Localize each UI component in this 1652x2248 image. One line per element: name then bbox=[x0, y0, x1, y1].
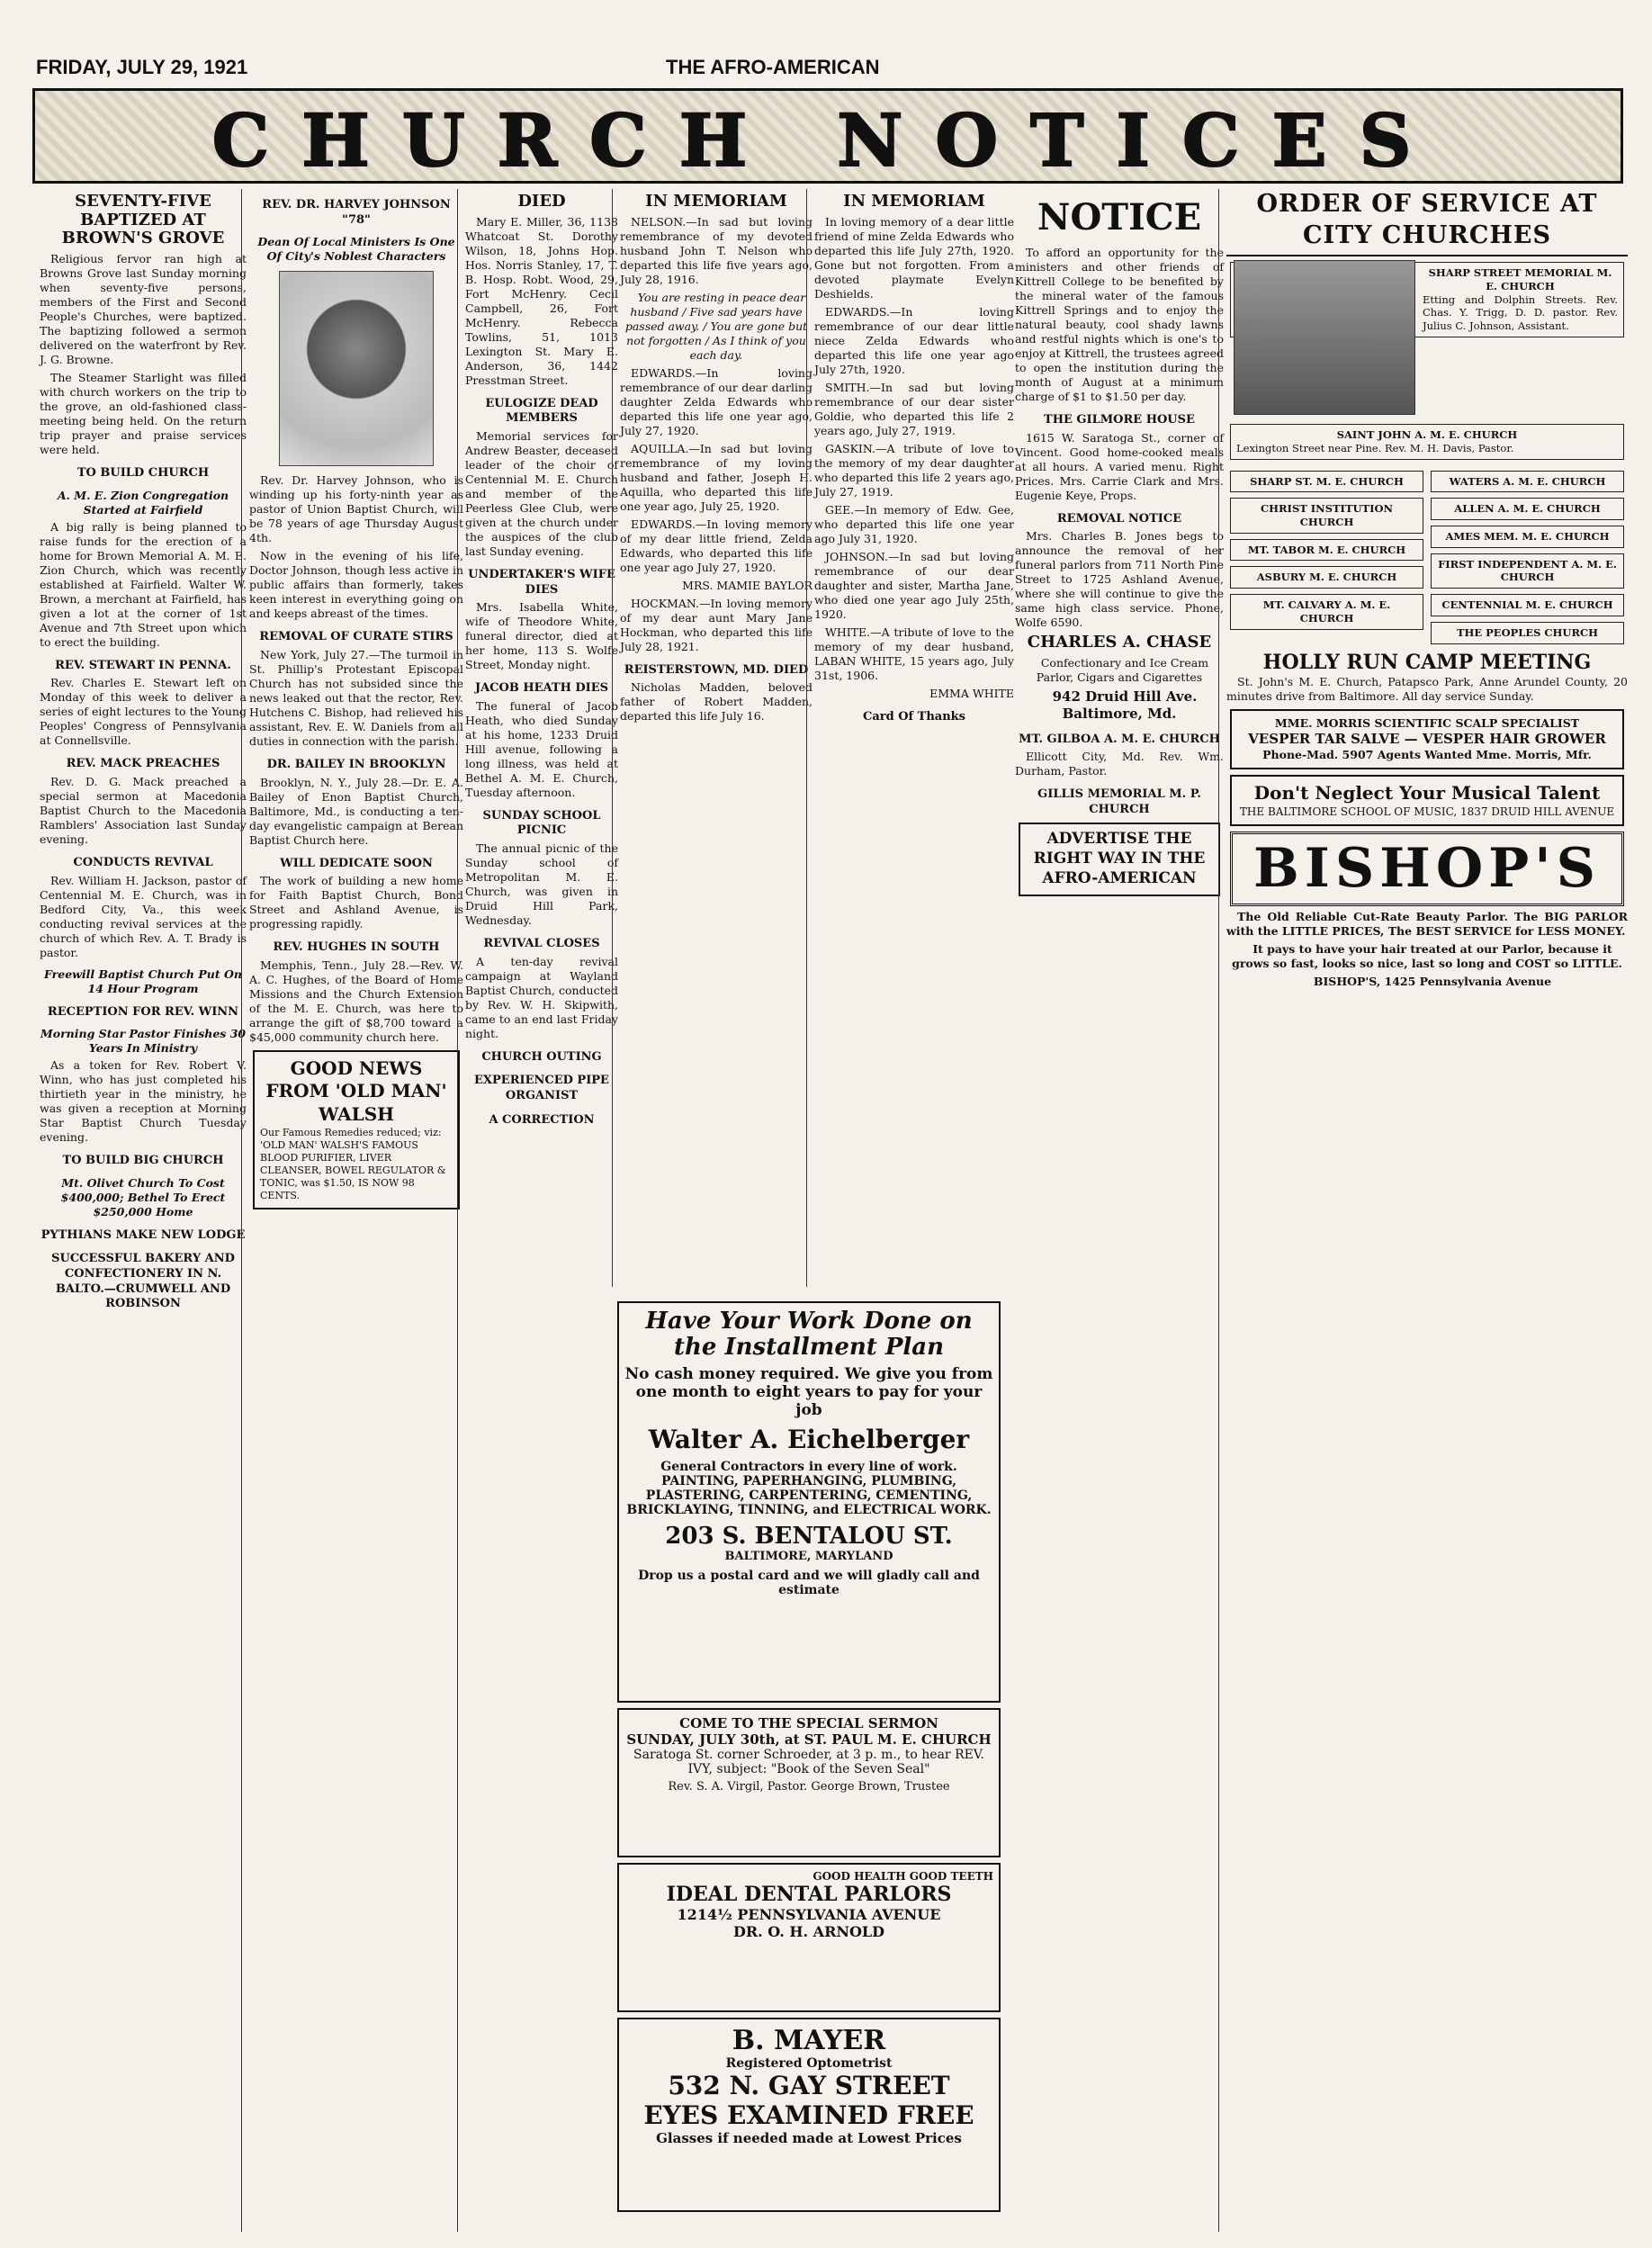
church-name: SHARP ST. M. E. CHURCH bbox=[1250, 474, 1404, 488]
church-name: MT. TABOR M. E. CHURCH bbox=[1247, 543, 1406, 556]
article-text: The work of building a new home for Faith Baptist Church, Bond Street and Ashland Avenue, is progressing rapidly. bbox=[249, 874, 463, 931]
ad-text: GOOD HEALTH GOOD TEETH bbox=[813, 1870, 993, 1883]
signature: MRS. MAMIE BAYLOR bbox=[682, 578, 813, 592]
dental-ad bbox=[617, 1863, 1001, 2012]
church-listing bbox=[1230, 539, 1423, 562]
ad-text: Our Famous Remedies reduced; viz: 'OLD MAN' WALSH'S FAMOUS BLOOD PURIFIER, LIVER CLEANSER, BOWEL REGULATOR & TONIC, was $1.50, IS NOW 98 CENTS. bbox=[260, 1126, 446, 1201]
ad-text: Rev. S. A. Virgil, Pastor. George Brown, Trustee bbox=[668, 1780, 950, 1794]
memorial: EDWARDS.—In loving remembrance of our dear darling daughter Zelda Edwards who departed this life one year ago, July 27, 1920. bbox=[620, 365, 813, 437]
article-text: New York, July 27.—The turmoil in St. Phillip's Protestant Episcopal Church has not subsided since the news leaked out that the rector, Rev. Hutchens C. Bishop, had relieved his assistant, Rev. E. W. Daniels from all duties in connection with the parish. bbox=[249, 647, 463, 748]
church-listing bbox=[1230, 471, 1423, 493]
ad-text: The Old Reliable Cut-Rate Beauty Parlor. The BIG PARLOR with the LITTLE PRICES, The BEST SERVICE for LESS MONEY. bbox=[1226, 909, 1628, 938]
headline: THE GILMORE HOUSE bbox=[1044, 413, 1195, 427]
ad-text: Registered Optometrist bbox=[725, 2056, 893, 2071]
headline: REV. MACK PREACHES bbox=[66, 757, 220, 771]
walsh-ad bbox=[253, 1050, 460, 1209]
section-banner bbox=[32, 88, 1623, 184]
memorial: GEE.—In memory of Edw. Gee, who departed this life one year ago July 31, 1920. bbox=[814, 502, 1014, 545]
headline: IN MEMORIAM bbox=[843, 192, 985, 211]
article-text: The annual picnic of the Sunday school of Metropolitan M. E. Church, was given in Druid Hill Park, Wednesday. bbox=[465, 841, 618, 928]
church-listing bbox=[1230, 566, 1423, 589]
column-1 bbox=[32, 189, 254, 2232]
article-text: Ellicott City, Md. Rev. Wm. Durham, Pastor. bbox=[1015, 750, 1224, 778]
ad-address: BISHOP'S, 1425 Pennsylvania Avenue bbox=[1313, 974, 1552, 988]
portrait-photo bbox=[279, 271, 434, 466]
banner-title: CHURCH NOTICES bbox=[211, 98, 1444, 183]
church-listing bbox=[1230, 498, 1423, 533]
article-text: Rev. Charles E. Stewart left on Monday of this week to deliver a series of eight lectures to the Young Peoples' Congress of Pennsylvania at Connellsville. bbox=[40, 676, 247, 748]
memorial: EDWARDS.—In loving memory of my dear little friend, Zelda Edwards, who departed this life one year ago July 27, 1920. bbox=[620, 517, 813, 574]
memorial: WHITE.—A tribute of love to the memory of my dear husband, LABAN WHITE, 15 years ago, July 31st, 1906. bbox=[814, 625, 1014, 682]
church-name: WATERS A. M. E. CHURCH bbox=[1449, 474, 1606, 488]
ad-text: General Contractors in every line of work. PAINTING, PAPERHANGING, PLUMBING, PLASTERING, CARPENTERING, CEMENTING, BRICKLAYING, TINNING, and ELECTRICAL WORK. bbox=[626, 1460, 992, 1518]
headline: DR. BAILEY IN BROOKLYN bbox=[266, 757, 446, 771]
headline: REVIVAL CLOSES bbox=[483, 937, 600, 951]
headline: Card Of Thanks bbox=[862, 709, 965, 724]
ad-text: Glasses if needed made at Lowest Prices bbox=[656, 2130, 962, 2146]
article-text: Brooklyn, N. Y., July 28.—Dr. E. A. Bailey of Enon Baptist Church, Baltimore, Md., is conducting a ten-day evangelistic campaign at Berean Baptist Church here. bbox=[249, 775, 463, 847]
ad-text: Phone-Mad. 5907 Agents Wanted Mme. Morris, Mfr. bbox=[1262, 747, 1592, 761]
article-text: 1615 W. Saratoga St., corner of Vincent. Good home-cooked meals at all hours. A varied menu. Right Prices. Mrs. Carrie Clark and Mrs. Eugenie Keye, Props. bbox=[1015, 430, 1224, 502]
headline: EXPERIENCED PIPE ORGANIST bbox=[474, 1074, 609, 1102]
music-ad bbox=[1230, 775, 1624, 826]
article-text: As a token for Rev. Robert V. Winn, who has just completed his thirtieth year in the ministry, he was given a reception at Morning Star Baptist Church Tuesday evening. bbox=[40, 1058, 247, 1145]
church-name: FIRST INDEPENDENT A. M. E. CHURCH bbox=[1438, 557, 1617, 584]
ad-headline: MME. MORRIS SCIENTIFIC SCALP SPECIALIST bbox=[1274, 715, 1580, 730]
memorial: HOCKMAN.—In loving memory of my dear aunt Mary Jane Hockman, who departed this life July 28, 1921. bbox=[620, 596, 813, 653]
church-listing bbox=[1431, 498, 1624, 520]
ad-text: THE BALTIMORE SCHOOL OF MUSIC, 1837 DRUID HILL AVENUE bbox=[1239, 805, 1615, 818]
column-2 bbox=[241, 189, 471, 2232]
advertise-ad: ADVERTISE THE RIGHT WAY IN THE AFRO-AMERICAN bbox=[1019, 823, 1220, 895]
bishops-logo: BISHOP'S bbox=[1230, 832, 1624, 906]
headline: REMOVAL OF CURATE STIRS bbox=[259, 630, 453, 644]
church-name: CENTENNIAL M. E. CHURCH bbox=[1441, 598, 1613, 612]
memorial: Nicholas Madden, beloved father of Robert Madden, departed this life July 16. bbox=[620, 680, 813, 724]
church-details: Lexington Street near Pine. Rev. M. H. Davis, Pastor. bbox=[1236, 441, 1514, 454]
headline: PYTHIANS MAKE NEW LODGE bbox=[40, 1227, 246, 1242]
headline: MT. GILBOA A. M. E. CHURCH bbox=[1019, 732, 1220, 746]
paper-name: THE AFRO-AMERICAN bbox=[666, 56, 880, 78]
headline: REV. HUGHES IN SOUTH bbox=[273, 940, 440, 955]
church-details: Etting and Dolphin Streets. Rev. Chas. Y. Trigg, D. D. pastor. Rev. Julius C. Johnson, Assistant. bbox=[1423, 292, 1618, 332]
subhead: Mt. Olivet Church To Cost $400,000; Bethel To Erect $250,000 Home bbox=[60, 1175, 226, 1218]
headline: EULOGIZE DEAD MEMBERS bbox=[485, 396, 598, 426]
headline: DIED bbox=[517, 192, 566, 211]
issue-date: FRIDAY, JULY 29, 1921 bbox=[36, 56, 248, 78]
notice-heading: NOTICE bbox=[1037, 196, 1202, 238]
headline: GILLIS MEMORIAL M. P. CHURCH bbox=[1037, 787, 1201, 816]
headline: REISTERSTOWN, MD. DIED bbox=[624, 662, 809, 677]
ad-headline: Don't Neglect Your Musical Talent bbox=[1253, 781, 1601, 804]
ad-text: It pays to have your hair treated at our Parlor, because it grows so fast, looks so nice, last so long and COST so LITTLE. bbox=[1232, 941, 1622, 970]
ad-text: No cash money required. We give you from one month to eight years to pay for your job bbox=[624, 1365, 993, 1420]
article-text: Rev. William H. Jackson, pastor of Centennial M. E. Church, was in Bedford City, Va., this week conducting revival services at the church of which Rev. A. T. Brady is pastor. bbox=[40, 873, 247, 959]
shop-address: 942 Druid Hill Ave. Baltimore, Md. bbox=[1052, 688, 1198, 723]
article-text: Now in the evening of his life, Doctor Johnson, though less active in public affairs than formerly, takes keen interest in everything going on and keeps abreast of the times. bbox=[249, 549, 463, 621]
dateline bbox=[36, 54, 1602, 85]
ad-address: 203 S. BENTALOU ST. bbox=[665, 1523, 953, 1551]
ad-stack bbox=[614, 1296, 1004, 2232]
ad-city: BALTIMORE, MARYLAND bbox=[724, 1550, 893, 1564]
memorial-verse: You are resting in peace dear husband / Five sad years have passed away. / You are gone but not forgotten / As I think of you each day. bbox=[624, 290, 808, 362]
subhead: A. M. E. Zion Congregation Started at Fairfield bbox=[57, 488, 229, 517]
article-text: The funeral of Jacob Heath, who died Sunday at his home, 1233 Druid Hill avenue, following a long illness, was held at Bethel A. M. E. Church, Tuesday afternoon. bbox=[465, 698, 618, 799]
column-7 bbox=[1218, 189, 1635, 2232]
headline: CHURCH OUTING bbox=[481, 1049, 602, 1064]
article-text: Rev. Dr. Harvey Johnson, who is winding up his forty-ninth year as pastor of Union Baptist Church, will be 78 years of age Thursday August 4th. bbox=[249, 473, 463, 545]
church-listing bbox=[1230, 424, 1624, 459]
memorial: SMITH.—In sad but loving remembrance of our dear sister Goldie, who departed this life 2 years ago, July 27, 1919. bbox=[814, 380, 1014, 437]
column-6 bbox=[1008, 189, 1231, 2232]
death-notices: Mary E. Miller, 36, 1138 Whatcoat St. Dorothy Wilson, 18, Johns Hop. Hos. Norris Stanley, 17, T. B. Hosp. Robt. Wood, 29, Fort McHenry. Cecil Campbell, 26, Fort McHenry. Rebecca Towlins, 51, 1013 Lexington St. Mary E. Anderson, 36, 1442 Presstman Street. bbox=[465, 214, 618, 387]
memorial: GASKIN.—A tribute of love to the memory of my dear daughter who departed this life 2 years ago, July 27, 1919. bbox=[814, 441, 1014, 499]
ad-text: Drop us a postal card and we will gladly call and estimate bbox=[638, 1569, 980, 1598]
article-text: Rev. D. G. Mack preached a special sermon at Macedonia Baptist Church to the Macedonia Ramblers' Association last Sunday evening. bbox=[40, 774, 247, 846]
ad-text: SUNDAY, JULY 30th, at ST. PAUL M. E. CHURCH bbox=[626, 1731, 992, 1748]
church-name: SHARP STREET MEMORIAL M. E. CHURCH bbox=[1428, 266, 1612, 292]
ad-headline: Have Your Work Done on the Installment Plan bbox=[645, 1308, 973, 1361]
ad-text: 1214½ PENNSYLVANIA AVENUE bbox=[677, 1906, 941, 1923]
article-text: Memorial services for Andrew Beaster, deceased leader of the choir of Centennial M. E. Church and member of the Peerless Glee Club, were given at the church under the auspices of the club last Sunday evening. bbox=[465, 428, 618, 558]
church-name: CHRIST INSTITUTION CHURCH bbox=[1260, 502, 1393, 528]
ad-text: VESPER TAR SALVE — VESPER HAIR GROWER bbox=[1248, 730, 1606, 747]
headline: A CORRECTION bbox=[489, 1112, 595, 1127]
article-text: A big rally is being planned to raise funds for the erection of a home for Brown Memorial A. M. E. Zion Church, which was recently established at Fairfield. Walter W. Brown, a merchant at Fairfield, has given a lot at the corner of 1st Avenue and 7th Street upon which to erect the building. bbox=[40, 519, 247, 649]
headline: REV. DR. HARVEY JOHNSON "78" bbox=[262, 198, 451, 227]
church-name: MT. CALVARY A. M. E. CHURCH bbox=[1262, 598, 1391, 625]
church-listing bbox=[1431, 553, 1624, 589]
headline: SEVENTY-FIVE BAPTIZED AT BROWN'S GROVE bbox=[61, 192, 225, 248]
headline: TO BUILD CHURCH bbox=[76, 466, 210, 481]
article-text: Mrs. Isabella White, wife of Theodore White, funeral director, died at her home, 113 S. Wolfe Street, Monday night. bbox=[465, 600, 618, 672]
article-text: St. John's M. E. Church, Patapsco Park, Anne Arundel County, 20 minutes drive from Baltimore. All day service Sunday. bbox=[1226, 674, 1628, 703]
eichelberger-ad bbox=[617, 1301, 1001, 1703]
ad-text: Saratoga St. corner Schroeder, at 3 p. m., to hear REV. IVY, subject: "Book of the Seven Seal" bbox=[633, 1748, 984, 1776]
ad-address: 532 N. GAY STREET bbox=[668, 2071, 950, 2100]
ad-headline: B. MAYER bbox=[732, 2025, 886, 2056]
church-name: AMES MEM. M. E. CHURCH bbox=[1445, 529, 1610, 543]
church-listing bbox=[1431, 594, 1624, 616]
article-text: Memphis, Tenn., July 28.—Rev. W. A. C. Hughes, of the Board of Home Missions and the Church Extension of the M. E. Church, was here to arrange the gift of $8,700 toward a $45,000 community church here. bbox=[249, 958, 463, 1044]
headline: TO BUILD BIG CHURCH bbox=[62, 1154, 224, 1168]
church-illustration bbox=[1234, 260, 1415, 415]
church-listing bbox=[1230, 594, 1423, 629]
sermon-ad bbox=[617, 1708, 1001, 1857]
article-text: Religious fervor ran high at Browns Grove last Sunday morning when seventy-five persons, members of the First and Second People's Churches, were baptized. The baptizing followed a sermon delivered on the waterfront by Rev. J. G. Browne. bbox=[40, 252, 247, 367]
memorial: JOHNSON.—In sad but loving remembrance of our dear daughter and sister, Martha Jane, who died one year ago July 25th, 1920. bbox=[814, 549, 1014, 621]
subhead: Dean Of Local Ministers Is One Of City's Noblest Characters bbox=[257, 235, 455, 264]
memorial: EDWARDS.—In loving remembrance of our dear little niece Zelda Edwards who departed this life one year ago July 27th, 1920. bbox=[814, 304, 1014, 376]
church-name: ALLEN A. M. E. CHURCH bbox=[1454, 502, 1601, 516]
headline: JACOB HEATH DIES bbox=[474, 681, 609, 696]
church-name: ASBURY M. E. CHURCH bbox=[1256, 571, 1397, 584]
article-text: Confectionary and Ice Cream Parlor, Cigars and Cigarettes bbox=[1036, 656, 1209, 685]
article-text: Mrs. Charles B. Jones begs to announce the removal of her funeral parlors from 711 North Pine Street to 1725 Ashland Avenue, where she will continue to give the same high class service. Phone, Wolfe 6590. bbox=[1015, 529, 1224, 630]
headline: UNDERTAKER'S WIFE DIES bbox=[468, 567, 615, 597]
headline: CONDUCTS REVIVAL bbox=[73, 855, 213, 869]
headline: IN MEMORIAM bbox=[645, 192, 787, 211]
ad-headline: GOOD NEWS FROM 'OLD MAN' WALSH bbox=[265, 1057, 447, 1125]
headline: REMOVAL NOTICE bbox=[1056, 511, 1182, 526]
church-listing bbox=[1431, 471, 1624, 493]
signature: EMMA WHITE bbox=[929, 686, 1014, 700]
church-listing bbox=[1431, 526, 1624, 548]
column-5-top bbox=[806, 189, 1021, 1287]
contractor-name: Walter A. Eichelberger bbox=[648, 1425, 970, 1455]
subhead: Morning Star Pastor Finishes 30 Years In Ministry bbox=[40, 1027, 247, 1056]
headline: WILL DEDICATE SOON bbox=[280, 856, 433, 870]
order-of-service-heading: ORDER OF SERVICE AT CITY CHURCHES bbox=[1226, 189, 1628, 256]
column-3 bbox=[457, 189, 625, 2232]
article-text: To afford an opportunity for the ministers and other friends of Kittrell College to be benefited by the mineral water of the famous Kittrell Springs and to enjoy the natural beauty, cool shady lawns and restful nights which is one's to enjoy at Kittrell, the trustees agreed to open the institution during the month of August at a minimum charge of $1 to $1.50 per day. bbox=[1015, 246, 1224, 404]
ad-text: EYES EXAMINED FREE bbox=[643, 2100, 974, 2130]
church-listing bbox=[1431, 622, 1624, 644]
column-4 bbox=[612, 189, 820, 1287]
headline: SUCCESSFUL BAKERY AND CONFECTIONERY IN N. BALTO.—CRUMWELL AND ROBINSON bbox=[51, 1252, 235, 1311]
scalp-ad bbox=[1230, 709, 1624, 769]
ad-text: DR. O. H. ARNOLD bbox=[732, 1923, 885, 1940]
headline: RECEPTION FOR REV. WINN bbox=[47, 1004, 239, 1019]
church-name: THE PEOPLES CHURCH bbox=[1456, 625, 1599, 639]
ad-headline: COME TO THE SPECIAL SERMON bbox=[679, 1715, 938, 1731]
memorial: AQUILLA.—In sad but loving remembrance of my loving husband and father, Joseph H. Aquilla, who departed this life one year ago, July 25, 1920. bbox=[620, 441, 813, 513]
article-text: A ten-day revival campaign at Wayland Baptist Church, conducted by Rev. W. H. Skipwith, came to an end last Friday night. bbox=[465, 954, 618, 1040]
subhead: Freewill Baptist Church Put On 14 Hour Program bbox=[44, 967, 242, 995]
church-name: SAINT JOHN A. M. E. CHURCH bbox=[1336, 428, 1518, 442]
mayer-ad bbox=[617, 2018, 1001, 2212]
memorial: NELSON.—In sad but loving remembrance of my devoted husband John T. Nelson who departed this life five years ago, July 28, 1916. bbox=[620, 214, 813, 286]
article-text: The Steamer Starlight was filled with church workers on the trip to the grove, an old-fashioned class-meeting being held. On the return trip prayer and praise services were held. bbox=[40, 371, 247, 457]
camp-meeting-heading: HOLLY RUN CAMP MEETING bbox=[1262, 650, 1592, 674]
headline: CHARLES A. CHASE bbox=[1027, 633, 1212, 652]
headline: SUNDAY SCHOOL PICNIC bbox=[482, 808, 601, 838]
memorial: In loving memory of a dear little friend of mine Zelda Edwards who departed this life July 27th, 1920. Gone but not forgotten. From a devoted playmate Evelyn Deshields. bbox=[814, 214, 1014, 301]
ad-headline: IDEAL DENTAL PARLORS bbox=[666, 1883, 952, 1906]
headline: REV. STEWART IN PENNA. bbox=[55, 658, 231, 672]
